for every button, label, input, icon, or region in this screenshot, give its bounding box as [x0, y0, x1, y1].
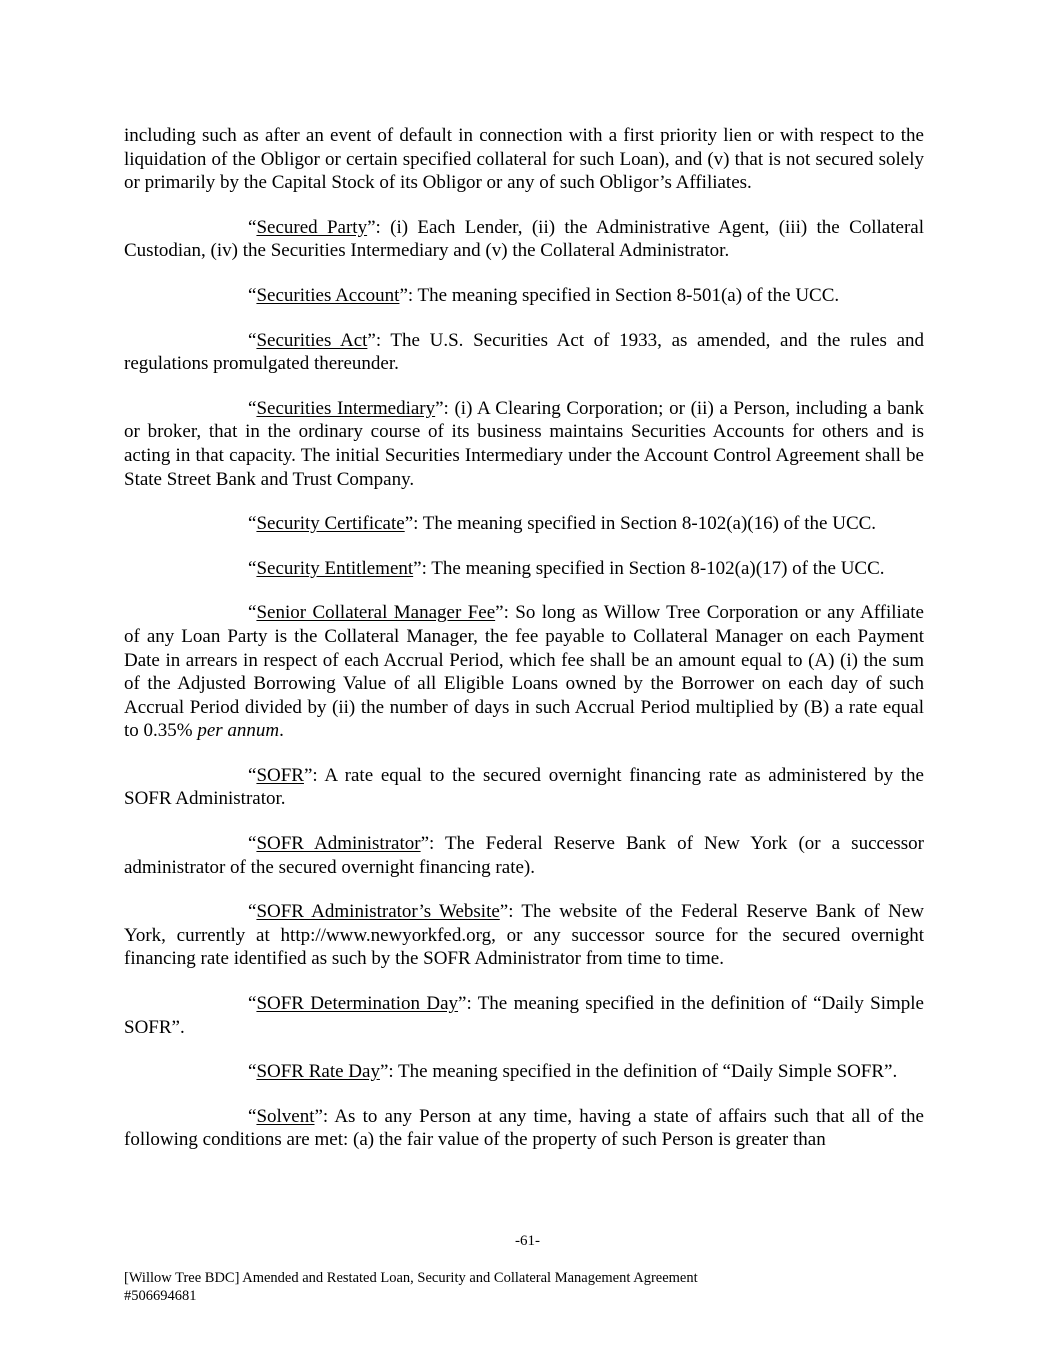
definition-sofr-administrators-website — [124, 900, 924, 971]
page-number: -61- — [515, 1233, 540, 1249]
defined-term: Securities Act — [256, 329, 368, 351]
definition-text: ”: The U.S. Securities Act of 1933, as amended, and the rules and regulations promulgated thereunder. — [124, 329, 925, 375]
open-quote: “ — [248, 513, 257, 535]
document-body — [124, 124, 924, 1173]
defined-term: SOFR Administrator’s Website — [256, 901, 500, 923]
definition-text: ”: So long as Willow Tree Corporation or any Affiliate of any Loan Party is the Collateral Manager, the fee payable to Collateral Manager on each Payment Date in arrears in respect of each Accrual Period, which fee shall be an amount equal to (A) (i) the sum of the Adjusted Borrowing Value of all Eligible Loans owned by the Borrower on each day of such Accrual Period divided by (ii) the number of days in such Accrual Period multiplied by (B) a rate equal to 0.35% — [124, 602, 924, 742]
open-quote: “ — [248, 993, 257, 1015]
open-quote: “ — [248, 764, 257, 786]
definition-senior-collateral-manager-fee — [124, 601, 924, 743]
definition-tail: . — [279, 720, 284, 742]
defined-term: Securities Account — [256, 284, 400, 306]
open-quote: “ — [248, 397, 257, 419]
definition-secured-party — [124, 216, 924, 263]
open-quote: “ — [248, 557, 257, 579]
definition-securities-act — [124, 329, 924, 376]
definition-sofr-administrator — [124, 832, 924, 879]
definition-sofr-determination-day — [124, 992, 924, 1039]
definition-securities-account — [124, 284, 924, 308]
defined-term: Senior Collateral Manager Fee — [256, 602, 496, 624]
definition-text: ”: The meaning specified in Section 8-501(a) of the UCC. — [399, 284, 840, 306]
definition-sofr-rate-day — [124, 1060, 924, 1084]
footer-legend — [124, 1269, 698, 1305]
defined-term: Securities Intermediary — [256, 397, 436, 419]
definition-text: ”: (i) A Clearing Corporation; or (ii) a Person, including a bank or broker, that in the ordinary course of its business maintains Securities Accounts for others and is acting in that capacity. The initial Securities Intermediary under the Account Control Agreement shall be State Street Bank and Trust Company. — [124, 397, 924, 490]
definition-text: ”: (i) Each Lender, (ii) the Administrative Agent, (iii) the Collateral Custodian, (iv) the Securities Intermediary and (v) the Collateral Administrator. — [124, 216, 924, 262]
definition-italic-text: per annum — [197, 720, 280, 742]
definition-text: ”: As to any Person at any time, having a state of affairs such that all of the following conditions are met: (a) the fair value of the property of such Person is greater than — [124, 1105, 924, 1151]
defined-term: SOFR Rate Day — [256, 1061, 380, 1083]
open-quote: “ — [248, 1105, 257, 1127]
definition-text: ”: The meaning specified in the definition of “Daily Simple SOFR”. — [379, 1061, 898, 1083]
definition-security-entitlement — [124, 557, 924, 581]
definition-text: ”: The meaning specified in Section 8-102(a)(16) of the UCC. — [404, 513, 877, 535]
defined-term: SOFR — [256, 764, 304, 786]
defined-term: Security Certificate — [256, 513, 405, 535]
defined-term: Secured Party — [256, 216, 368, 238]
definition-text: ”: The meaning specified in the definition of “Daily Simple SOFR”. — [124, 993, 924, 1038]
definition-sofr — [124, 764, 924, 811]
footer-doc-id: #506694681 — [124, 1288, 197, 1304]
definition-text: ”: The meaning specified in Section 8-102(a)(17) of the UCC. — [413, 557, 885, 579]
footer-title: [Willow Tree BDC] Amended and Restated Loan, Security and Collateral Management Agreement — [124, 1270, 698, 1286]
defined-term: Solvent — [256, 1105, 315, 1127]
definition-text: ”: A rate equal to the secured overnight financing rate as administered by the SOFR Administrator. — [124, 764, 924, 810]
definition-text: ”: The website of the Federal Reserve Bank of New York, currently at http://www.newyorkfed.org, or any successor source for the secured overnight financing rate identified as such by the SOFR Administrator from time to time. — [124, 901, 924, 970]
definition-solvent — [124, 1105, 924, 1152]
open-quote: “ — [248, 1061, 257, 1083]
open-quote: “ — [248, 216, 257, 238]
defined-term: Security Entitlement — [256, 557, 414, 579]
definition-text: ”: The Federal Reserve Bank of New York (or a successor administrator of the secured overnight financing rate). — [124, 833, 924, 878]
defined-term: SOFR Determination Day — [256, 993, 459, 1015]
open-quote: “ — [248, 284, 257, 306]
definition-securities-intermediary — [124, 397, 924, 491]
defined-term: SOFR Administrator — [256, 833, 421, 855]
definition-security-certificate — [124, 512, 924, 536]
opening-paragraph: including such as after an event of default in connection with a first priority lien or with respect to the liquidation of the Obligor or certain specified collateral for such Loan), and (v) that is not secured solely or primarily by the Capital Stock of its Obligor or any of such Obligor’s Affiliates. — [124, 125, 924, 194]
open-quote: “ — [248, 329, 257, 351]
open-quote: “ — [248, 602, 257, 624]
open-quote: “ — [248, 833, 257, 855]
open-quote: “ — [248, 901, 257, 923]
